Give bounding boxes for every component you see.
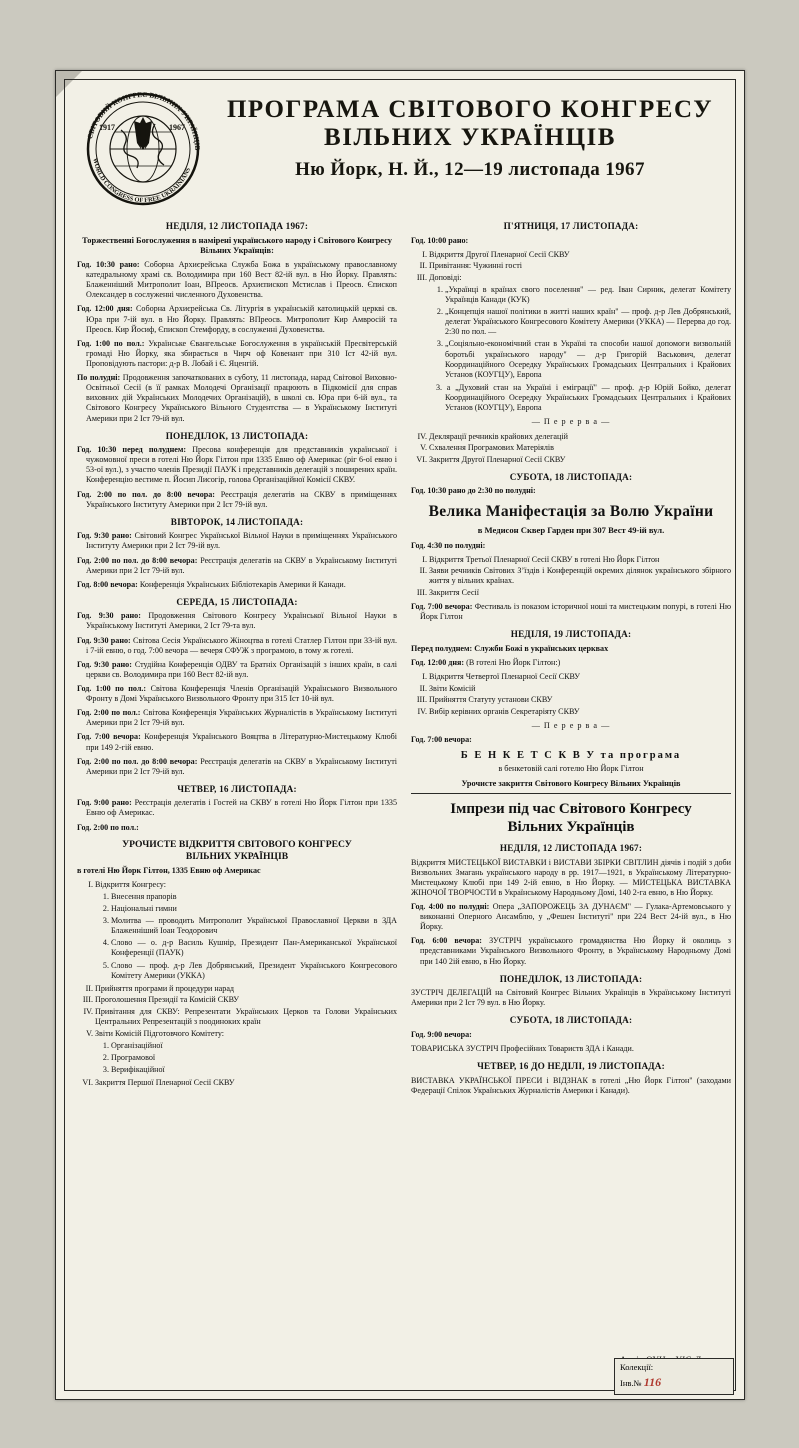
list-item: 3. Молитва — проводить Митрополит Української Православної Церкви в ЗДА Блаженніший Іоан Теодорович xyxy=(111,916,397,936)
document-header xyxy=(77,90,723,208)
events-section-title xyxy=(411,800,731,836)
events-title-line1: Імпрези під час Світового Конгресу xyxy=(450,801,692,818)
manifestation-place: в Медисон Сквер Гарден при 307 Вест 49-ій вул. xyxy=(477,524,665,535)
list-item: VI. Закриття Першої Пленарної Сесії СКВУ xyxy=(95,1078,397,1088)
opening-title-line1: УРОЧИСТЕ ВІДКРИТТЯ СВІТОВОГО КОНГРЕСУ xyxy=(122,838,352,850)
stamp-inventory-label: Інв.№ xyxy=(620,1377,642,1388)
list-item: IV. Вибір керівних органів Секретаріяту СКВУ xyxy=(429,707,731,717)
list-item: IV. Деклярації речників крайових делегацій xyxy=(429,432,731,442)
list-item: Год. 1:00 по пол.: Українське Євангельське Богослуження в українській Пресвітерській громаді Ню Йорку, яка збирається в Чирч оф Ковенант при 310 Іст 42-ій вул. Проповідують пастори: д-р В. Лобай і Є. Яценгій. xyxy=(77,338,397,368)
list-item: II. Привітання: Чужинні гості xyxy=(429,261,731,271)
day-heading-monday-13: ПОНЕДІЛОК, 13 ЛИСТОПАДА: xyxy=(165,430,309,441)
events-day-heading-saturday-18: СУБОТА, 18 ЛИСТОПАДА: xyxy=(509,1015,633,1026)
list-item: Год. 9:30 рано: Студійна Конференція ОДВУ та Братніх Організацій з інших країн, в салі церкви св. Володимира при 160 Вест 82-ій вул. xyxy=(77,659,397,679)
congress-emblem-icon xyxy=(77,90,209,208)
list-item: I. Відкриття Четвертої Пленарної Сесії СКВУ xyxy=(429,672,731,682)
committee-reports-sublist xyxy=(95,1041,397,1075)
list-item: II. Прийняття програми й процедури нарад xyxy=(95,984,397,994)
opening-title-line2: ВІЛЬНИХ УКРАЇНЦІВ xyxy=(185,850,289,862)
list-item: IV. Привітання для СКВУ: Репрезентати Українських Церков та Голови Українських Центральних Репрезентацій з поодиноких країн xyxy=(95,1007,397,1027)
sunday-19-time-2: Год. 7:00 вечора: xyxy=(411,735,472,745)
saturday-time-2: Год. 4:30 по полудні: xyxy=(411,540,486,550)
friday-reports-list xyxy=(429,285,731,380)
congress-closing-note: Урочисте закриття Світового Конгресу Вільних Українців xyxy=(461,778,681,788)
list-item: Год. 9:00 рано: Реєстрація делегатів і Гостей на СКВУ в готелі Ню Йорк Гілтон при 1335 Евню оф Америкас. xyxy=(77,798,397,818)
sunday-12-subtitle: Торжественні Богослуження в намірені українського народу і Світового Конгресу Вільних Українців: xyxy=(82,235,392,255)
stamp-inventory-row xyxy=(620,1374,728,1390)
list-item: III. Проголошення Президії та Комісій СКВУ xyxy=(95,995,397,1005)
friday-agenda-list xyxy=(411,250,731,414)
left-column xyxy=(77,214,397,1100)
list-item: 2. Програмової xyxy=(111,1053,397,1063)
list-item: Год. 4:00 по полудні: Опера „ЗАПОРОЖЕЦЬ ЗА ДУНАЄМ" — Гулака-Артемовського у виконанні Оперного Ансамблю, у „Фешен Інституті" при 224 Вест 24-ій вул., в Ню Йорку. xyxy=(411,902,731,932)
list-item: II. Заяви речників Світових Зʼїздів і Конференцій окремих ділянок українського збірного життя у вільних країнах. xyxy=(429,566,731,586)
list-item: I. Відкриття Конгресу: 1. Внесення прапорів 2. Національні гимни 3. Молитва — проводить Митрополит Української Православної Церкви в ЗДА Блаженніший Іоан Теодорович 4. Слово — о. д-р Василь Кушнір, Президент Пан-Американської Української Конференції (ПАУК) 5. Слово — проф. д-р Лев Добрянський, Президент Українського Конгресового Комітету Америки (УККА) xyxy=(95,880,397,981)
opening-place: в готелі Ню Йорк Гілтон, 1335 Евню оф Америкас xyxy=(77,865,261,875)
list-item: Год. 7:00 вечора: Конференція Українського Вояцтва в Літературно-Мистецькому Клюбі при 149 2-гій евню. xyxy=(77,732,397,752)
list-item: Год. 9:30 рано: Світовий Конгрес Української Вільної Науки в приміщеннях Українського Інституту Америки при 2 Іст 79-ій вул. xyxy=(77,531,397,551)
list-item: Год. 6:00 вечора: ЗУСТРІЧ українського громадянства Ню Йорку й околиць з представниками Українського Визвольного Фронту, в Українському Народньому Домі при 140 2ій евню, в Ню Йорку. xyxy=(411,936,731,966)
list-item: 2. Національні гимни xyxy=(111,904,397,914)
day-heading-sunday-19: НЕДІЛЯ, 19 ЛИСТОПАДА: xyxy=(510,629,632,640)
list-item: ЗУСТРІЧ ДЕЛЕГАЦІЙ на Світовий Конгрес Вільних Українців в Українському Інституті Америки при 2 Іст 79 вул. в Ню Йорку. xyxy=(411,988,731,1008)
events-day-heading-thursday-sunday: ЧЕТВЕР, 16 ДО НЕДІЛІ, 19 ЛИСТОПАДА: xyxy=(477,1061,665,1072)
list-item: Год. 9:30 рано: Світова Сесія Українського Жіноцтва в готелі Статлер Гілтон при 33-ій вул. і 7-ій евню, о год. 7:00 вечора — вечеря СФУЖ з програмою, в тому ж готелі. xyxy=(77,635,397,655)
list-item: 2. „Концепція нашої політики в житті наших країн" — проф. д-р Лев Добрянський, делегат Українського Конгресового Комітету Америки (УККА) — Перерва до год. 2:30 по пол. — xyxy=(445,307,731,337)
day-heading-friday-17: П'ЯТНИЦЯ, 17 ЛИСТОПАДА: xyxy=(503,221,639,231)
friday-time: Год. 10:00 рано: xyxy=(411,235,469,245)
list-item: III. Прийняття Статуту установи СКВУ xyxy=(429,695,731,705)
list-item: 1. Внесення прапорів xyxy=(111,892,397,902)
saturday-time-1: Год. 10:30 рано до 2:30 по полудні: xyxy=(411,486,536,496)
list-item: V. Схвалення Програмових Матеріялів xyxy=(429,443,731,453)
opening-agenda-list xyxy=(77,880,397,1088)
right-column xyxy=(411,214,731,1100)
events-day-heading-sunday-12: НЕДІЛЯ, 12 ЛИСТОПАДА 1967: xyxy=(499,843,643,854)
page-title-line3: Ню Йорк, Н. Й., 12—19 листопада 1967 xyxy=(295,159,645,180)
svg-text:1967: 1967 xyxy=(169,123,185,132)
list-item: Год. 2:00 по пол.: Світова Конференція Українських Журналістів в Українському Інституті Америки при 2 Іст 79-ій вул. xyxy=(77,708,397,728)
day-heading-tuesday-14: ВІВТОРОК, 14 ЛИСТОПАДА: xyxy=(170,516,304,527)
list-item: Відкриття МИСТЕЦЬКОЇ ВИСТАВКИ і ВИСТАВИ ЗБІРКИ СВІТЛИН діячів і подій з доби Визвольних Змагань українського народу в рр. 1917—1921, в Українському Літературно-Мистецькому Клюбі при 149 2-ій евню, в Ню Йорку. — МИСТЕЦЬКА ВИСТАВКА ЖІНОЧОЇ ТВОРЧОСТИ в Українському Народньому Домі, 140 2-га евню, в Ню Йорку. xyxy=(411,857,731,897)
list-item: III. Закриття Сесії xyxy=(429,588,731,598)
saturday-agenda-list xyxy=(411,555,731,598)
list-item: Год. 1:00 по пол.: Світова Конференція Членів Організацій Українського Визвольного Фронту в Домі Українського Визвольного Фронту при 315 Іст 10-ій вул. xyxy=(77,684,397,704)
list-item: Год. 2:00 по пол. до 8:00 вечора: Реєстрація делегатів на СКВУ в Українському Інституті Америки при 2 Іст 79-ій вул. xyxy=(77,555,397,575)
list-item: I. Відкриття Третьої Пленарної Сесії СКВУ в готелі Ню Йорк Гілтон xyxy=(429,555,731,565)
break-marker-2: — П е р е р в а — xyxy=(531,720,611,730)
day-heading-saturday-18: СУБОТА, 18 ЛИСТОПАДА: xyxy=(509,471,633,482)
opening-agenda-sublist xyxy=(95,892,397,981)
break-marker: — П е р е р в а — xyxy=(531,417,611,427)
list-item: 4. Слово — о. д-р Василь Кушнір, Президент Пан-Американської Української Конференції (ПАУК) xyxy=(111,938,397,958)
sunday-19-agenda-list xyxy=(411,672,731,717)
events-day-heading-monday-13: ПОНЕДІЛОК, 13 ЛИСТОПАДА: xyxy=(499,973,643,984)
banquet-title: Б Е Н К Е Т С К В У та програма xyxy=(460,750,682,762)
events-saturday-time: Год. 9:00 вечора: xyxy=(411,1029,472,1039)
svg-text:1917: 1917 xyxy=(99,123,115,132)
page-title-line2: ВІЛЬНИХ УКРАЇНЦІВ xyxy=(324,124,616,151)
list-item: I. Відкриття Другої Пленарної Сесії СКВУ xyxy=(429,250,731,260)
two-column-body xyxy=(77,214,732,1100)
page-title-line1: ПРОГРАМА СВІТОВОГО КОНГРЕСУ xyxy=(226,96,714,123)
sheet-inner-frame xyxy=(64,79,736,1391)
saturday-evening: Год. 7:00 вечора: Фестиваль із показом історичної ноші та мистецьким попурі, в готелі Ню Йорк Гілтон xyxy=(411,602,731,622)
list-item: Год. 9:30 рано: Продовження Світового Конгресу Української Вільної Науки в Українському Інституті Америки, 2 Іст 79-та вул. xyxy=(77,611,397,631)
opening-ceremony-title xyxy=(77,839,397,863)
list-item: Год. 8:00 вечора: Конференція Українських Бібліотекарів Америки й Канади. xyxy=(77,579,346,589)
events-title-line2: Вільних Українців xyxy=(507,819,635,836)
day-heading-sunday-12: НЕДІЛЯ, 12 ЛИСТОПАДА 1967: xyxy=(165,221,309,231)
day-heading-wednesday-15: СЕРЕДА, 15 ЛИСТОПАДА: xyxy=(176,596,298,607)
list-item: VI. Закриття Другої Пленарної Сесії СКВУ xyxy=(429,455,731,465)
list-item: Год. 2:00 по пол.: xyxy=(77,822,139,832)
list-item: 3. Верифікаційної xyxy=(111,1065,397,1075)
list-item: Год. 10:30 перед полуднем: Пресова конференція для представників української і чужомовної преси в готелі Ню Йорк Гілтон при 1335 Евню оф Америкас (ріг 6-ої евню і 53-ої вул.), з участю членів Президії ПАУК і представників делегацій з поширених країн. Конференцію вестиме п. Йосип Лисогір, голова Організаційної Комісії СКВУ. xyxy=(77,445,397,485)
list-item: 5. Слово — проф. д-р Лев Добрянський, Президент Українського Конгресового Комітету Америки (УККА) xyxy=(111,961,397,981)
list-item: Год. 2:00 по пол. до 8:00 вечора: Реєстрація делегатів на СКВУ в Українському Інституті Америки при 2 Іст 79-ій вул. xyxy=(77,756,397,776)
banquet-place: в бенкетовій салі готелю Ню Йорк Гілтон xyxy=(498,764,644,774)
list-item: По полудні: Продовження започаткованих в суботу, 11 листопада, нарад Світової Виховно-Освітньої Сесії (в її рамках Молодечі Організації працюють в Підкомісії для справ виховних дій Українських Молодечих Організацій), в школі св. Юра при 6-ій вул., та Світового Конгресу Українського Вільного Студентства — в Українському Інституті Америки при 2 Іст 79-ій вул. xyxy=(77,373,397,423)
list-item: V. Звіти Комісій Підготовчого Комітету: 1. Організаційної 2. Програмової 3. Верифікаційної xyxy=(95,1029,397,1075)
sunday-19-services: Перед полуднем: Служби Божі в українських церквах xyxy=(411,643,609,653)
list-item: 1. Організаційної xyxy=(111,1041,397,1051)
stamp-inventory-number: 116 xyxy=(643,1374,662,1389)
program-sheet xyxy=(55,70,745,1400)
list-item: ТОВАРИСЬКА ЗУСТРІЧ Професійних Товариств ЗДА і Канади. xyxy=(411,1043,634,1053)
report-3a: 3. а „Духовий стан на Україні і еміграції" — проф. д-р Юрій Бойко, делегат Координаційного Осередку Українських Громадських Центральних і Крайових Установ (КОУГЦУ), Европа xyxy=(436,382,732,413)
sunday-19-time-1: Год. 12:00 дня: (В готелі Ню Йорк Гілтон:) xyxy=(411,657,561,667)
archive-stamp xyxy=(614,1358,734,1395)
list-item: II. Звіти Комісій xyxy=(429,684,731,694)
friday-after-break-list xyxy=(411,432,731,465)
list-item: Год. 12:00 дня: Соборна Архиєрейська Св. Літургія в українській католицькій церкві св. Юра при 7-ій вул. в Ню Йорку. Правлять: ВПреосв. Митрополит Кир Амвросій та Преосв. Кир Йосиф, Єпископ Стемфорду, в сослуженні Духовенства. xyxy=(77,304,397,334)
stamp-collection-label: Колекції: xyxy=(620,1362,654,1373)
list-item: III. Доповіді: 1. „Українці в країнах свого поселення" — ред. Іван Сирник, делегат Комітету Українців Канади (КУК) 2. „Концепція нашої політики в житті наших країн" — проф. д-р Лев Добрянський, делегат Українського Конгресового Комітету Америки (УККА) — Перерва до год. 2:30 по пол. — 3. „Соціяльно-економічний стан в Україні та способи нашої допомоги визвольній боротьбі українського народу" — д-р Григорій Васькович, делегат Координаційного Осередку Українських Громадських Центральних і Крайових Установ (КОУГЦУ), Европа 3. а „Духовий стан на Україні і еміграції" — проф. д-р Юрій Бойко, делегат Координаційного Осередку Українських Громадських Центральних і Крайових Установ (КОУГЦУ), Европа xyxy=(429,273,731,413)
svg-text:WORLD CONGRESS OF FREE UKRAINI: WORLD CONGRESS OF FREE UKRAINIANS xyxy=(91,157,193,205)
section-divider xyxy=(411,793,731,794)
list-item: ВИСТАВКА УКРАЇНСЬКОЇ ПРЕСИ і ВІДЗНАК в готелі „Ню Йорк Гілтон" (заходами Федерації Спілок Українських Журналістів Америки і Канади). xyxy=(411,1075,731,1095)
list-item: 1. „Українці в країнах свого поселення" — ред. Іван Сирник, делегат Комітету Українців Канади (КУК) xyxy=(445,285,731,305)
day-heading-thursday-16: ЧЕТВЕР, 16 ЛИСТОПАДА: xyxy=(177,783,297,794)
manifestation-title: Велика Маніфестація за Волю України xyxy=(428,503,714,521)
list-item: Год. 10:30 рано: Соборна Архиєрейська Служба Божа в українському православному катедральному храмі св. Володимира при 160 Вест 82-ій вул. в Ню Йорку. Правлять: Блаженніший Митрополит Іоан, ВПреосв. Архиєпископ Мстислав і Преосв. Єпископ Олександер в сослуженні численного Духовенства. xyxy=(77,260,397,300)
svg-text:СВІТОВИЙ КОНГРЕС ВІЛЬНИХ УКРАЇ: СВІТОВИЙ КОНГРЕС ВІЛЬНИХ УКРАЇНЦІВ xyxy=(86,90,202,151)
list-item: 3. „Соціяльно-економічний стан в Україні та способи нашої допомоги визвольній боротьбі українського народу" — д-р Григорій Васькович, делегат Координаційного Осередку Українських Громадських Центральних і Крайових Установ (КОУГЦУ), Европа xyxy=(445,339,731,379)
title-block xyxy=(217,90,723,181)
list-item: Год. 2:00 по пол. до 8:00 вечора: Реєстрація делегатів на СКВУ в приміщеннях Українського Інституту Америки при 2 Іст 79-ій вул. xyxy=(77,489,397,509)
